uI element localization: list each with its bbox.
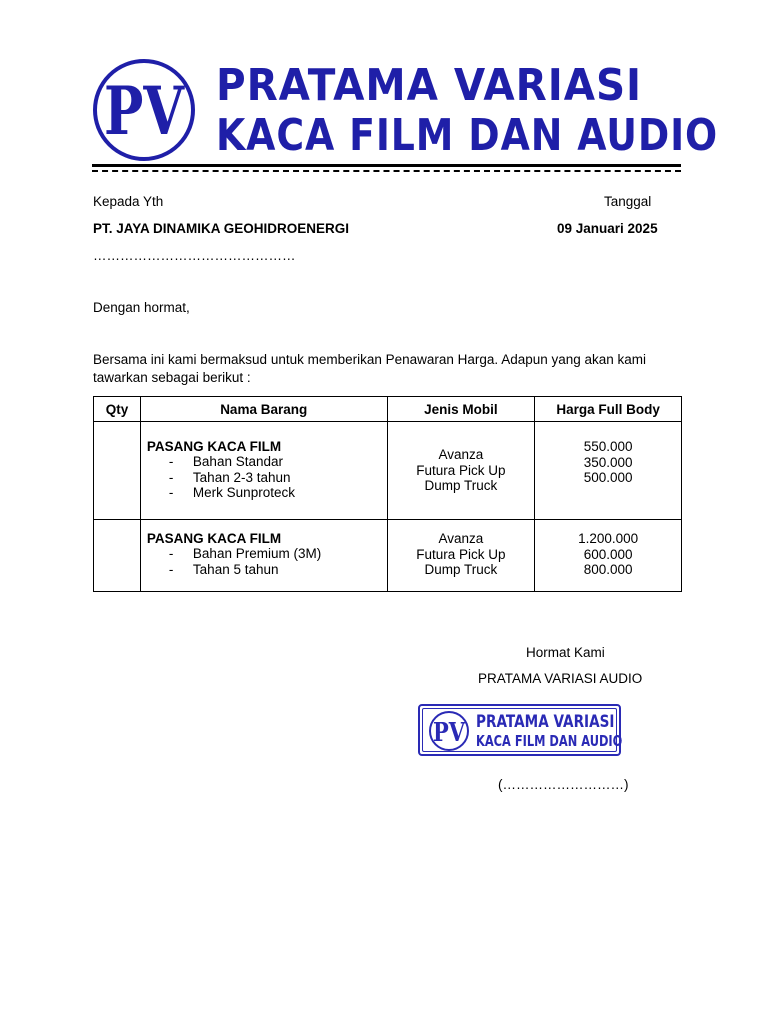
item-cell bbox=[140, 520, 387, 592]
item-cell bbox=[140, 422, 387, 520]
car-type: Dump Truck bbox=[424, 562, 498, 577]
company-stamp bbox=[418, 704, 621, 756]
car-type: Avanza bbox=[438, 531, 484, 546]
table-header-row bbox=[94, 397, 682, 422]
greeting: Dengan hormat, bbox=[93, 300, 190, 315]
price-value: 1.200.000 bbox=[578, 531, 639, 546]
header-qty: Qty bbox=[94, 397, 141, 422]
car-type: Dump Truck bbox=[424, 478, 498, 493]
closing-text: Hormat Kami bbox=[526, 645, 605, 660]
item-title: PASANG KACA FILM bbox=[146, 531, 282, 546]
stamp-line1: PRATAMA VARIASI bbox=[476, 712, 615, 732]
spec-item: - Bahan Premium (3M) bbox=[168, 546, 322, 561]
spec-list bbox=[141, 546, 387, 577]
price-value: 550.000 bbox=[583, 439, 633, 454]
car-type-cell bbox=[387, 422, 535, 520]
car-type: Futura Pick Up bbox=[416, 546, 506, 562]
stamp-logo bbox=[428, 710, 470, 752]
spec-item: - Bahan Standar bbox=[168, 454, 283, 469]
car-type: Futura Pick Up bbox=[416, 462, 506, 478]
svg-text:PV: PV bbox=[433, 718, 466, 748]
header-nama-barang: Nama Barang bbox=[140, 397, 387, 422]
item-title: PASANG KACA FILM bbox=[146, 439, 282, 454]
letterhead-rule bbox=[92, 164, 681, 167]
date-label: Tanggal bbox=[604, 194, 652, 209]
qty-cell bbox=[94, 422, 141, 520]
company-logo bbox=[92, 58, 196, 162]
table-row bbox=[94, 520, 682, 592]
logo-initials: PV bbox=[104, 72, 186, 150]
price-value: 350.000 bbox=[583, 454, 633, 470]
car-type: Avanza bbox=[438, 447, 484, 462]
spec-list bbox=[141, 454, 387, 501]
date-value: 09 Januari 2025 bbox=[557, 221, 658, 236]
price-offer-table bbox=[93, 396, 682, 592]
signatory-name-placeholder: (………………………) bbox=[498, 777, 629, 792]
qty-cell bbox=[94, 520, 141, 592]
price-value: 600.000 bbox=[583, 546, 633, 562]
company-name-line1: PRATAMA VARIASI bbox=[216, 60, 643, 111]
recipient-company: PT. JAYA DINAMIKA GEOHIDROENERGI bbox=[93, 221, 350, 236]
recipient-address-placeholder: ……………………………………… bbox=[93, 248, 296, 263]
header-harga-full-body: Harga Full Body bbox=[535, 397, 682, 422]
price-value: 500.000 bbox=[583, 470, 633, 485]
price-value: 800.000 bbox=[583, 562, 633, 577]
company-name-line2: KACA FILM DAN AUDIO bbox=[216, 110, 719, 161]
price-cell bbox=[535, 520, 682, 592]
intro-line-1: Bersama ini kami bermaksud untuk memberikan Penawaran Harga. Adapun yang akan kami bbox=[93, 352, 647, 367]
header-jenis-mobil: Jenis Mobil bbox=[387, 397, 535, 422]
stamp-line2: KACA FILM DAN AUDIO bbox=[476, 732, 623, 750]
signature-company: PRATAMA VARIASI AUDIO bbox=[478, 671, 643, 686]
car-type-cell bbox=[387, 520, 535, 592]
price-cell bbox=[535, 422, 682, 520]
spec-item: - Tahan 2-3 tahun bbox=[168, 469, 291, 485]
spec-item: - Tahan 5 tahun bbox=[168, 561, 279, 577]
spec-item: - Merk Sunproteck bbox=[168, 485, 295, 500]
letterhead-dashed-rule bbox=[92, 170, 681, 172]
intro-line-2: tawarkan sebagai berikut : bbox=[93, 370, 251, 385]
recipient-to-label: Kepada Yth bbox=[93, 194, 164, 209]
table-row bbox=[94, 422, 682, 520]
